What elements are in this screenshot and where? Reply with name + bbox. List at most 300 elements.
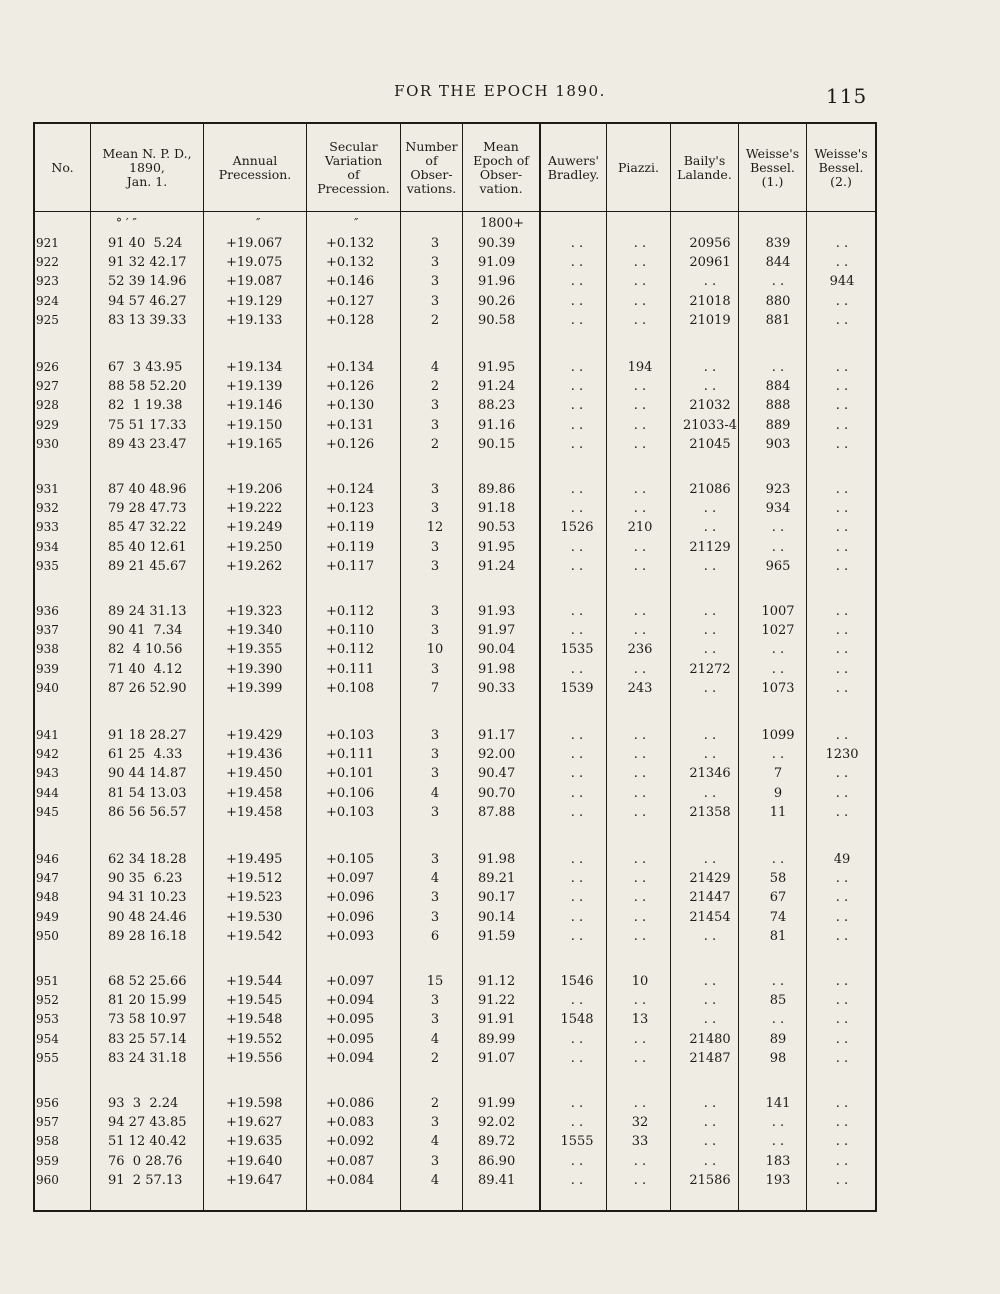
piazzi-cell: . . [633,871,647,886]
number-observations-cell: 3 [430,747,440,762]
secular-variation-cell: +0.131 [326,418,375,433]
number-observations-cell: 4 [430,1173,440,1188]
mean-epoch-cell: 87.88 [478,805,516,820]
auwers-bradley-cell: . . [570,910,584,925]
column-divider [670,122,671,1212]
number-observations-cell: 3 [430,604,440,619]
star-number-cell: 937 [36,623,59,637]
piazzi-cell: . . [633,540,647,555]
star-number-cell: 921 [36,236,59,250]
mean-epoch-cell: 90.26 [478,294,516,309]
number-observations-cell: 3 [430,501,440,516]
mean-epoch-cell: 92.00 [478,747,516,762]
weisse-bessel-1-cell: 839 [765,236,791,251]
annual-precession-cell: +19.436 [226,747,283,762]
weisse-bessel-2-cell: . . [835,294,849,309]
piazzi-cell: . . [633,501,647,516]
star-number-cell: 955 [36,1051,59,1065]
weisse-bessel-2-cell: . . [835,1134,849,1149]
annual-precession-cell: +19.523 [226,890,283,905]
piazzi-cell: . . [633,852,647,867]
bailys-lalande-cell: . . [703,379,717,394]
weisse-bessel-1-cell: 880 [765,294,791,309]
annual-precession-cell: +19.249 [226,520,283,535]
annual-precession-cell: +19.598 [226,1096,283,1111]
auwers-bradley-cell: . . [570,805,584,820]
auwers-bradley-cell: 1555 [560,1134,594,1149]
star-number-cell: 952 [36,993,59,1007]
header-piazzi: Piazzi. [617,160,659,175]
annual-precession-cell: +19.458 [226,786,283,801]
bailys-lalande-cell: . . [703,1115,717,1130]
mean-npd-cell: 51 12 40.42 [108,1134,187,1149]
bailys-lalande-cell: . . [703,360,717,375]
bailys-lalande-cell: 21086 [689,482,731,497]
piazzi-cell: 33 [631,1134,649,1149]
star-number-cell: 948 [36,890,59,904]
auwers-bradley-cell: 1526 [560,520,594,535]
auwers-bradley-cell: . . [570,236,584,251]
mean-npd-cell: 94 57 46.27 [108,294,187,309]
header-number-observations: Number of Obser- vations. [405,139,458,196]
number-observations-cell: 2 [430,313,440,328]
auwers-bradley-cell: 1546 [560,974,594,989]
number-observations-cell: 3 [430,890,440,905]
mean-epoch-cell: 91.95 [478,540,516,555]
number-observations-cell: 6 [430,929,440,944]
mean-epoch-cell: 89.21 [478,871,516,886]
piazzi-cell: . . [633,255,647,270]
auwers-bradley-cell: . . [570,437,584,452]
number-observations-cell: 2 [430,437,440,452]
star-number-cell: 935 [36,559,59,573]
annual-precession-cell: +19.542 [226,929,283,944]
annual-precession-cell: +19.548 [226,1012,283,1027]
mean-epoch-cell: 89.86 [478,482,516,497]
weisse-bessel-2-cell: . . [835,236,849,251]
bailys-lalande-cell: . . [703,501,717,516]
mean-epoch-cell: 86.90 [478,1154,516,1169]
number-observations-cell: 3 [430,852,440,867]
number-observations-cell: 3 [430,540,440,555]
mean-epoch-cell: 90.53 [478,520,516,535]
mean-epoch-cell: 90.58 [478,313,516,328]
mean-epoch-cell: 89.72 [478,1134,516,1149]
mean-epoch-cell: 91.24 [478,559,516,574]
mean-npd-cell: 91 18 28.27 [108,728,187,743]
annual-precession-cell: +19.512 [226,871,283,886]
mean-npd-cell: 93 3 2.24 [108,1096,179,1111]
secular-variation-cell: +0.112 [326,642,375,657]
mean-npd-cell: 86 56 56.57 [108,805,187,820]
bailys-lalande-cell: 21018 [689,294,731,309]
secular-variation-cell: +0.105 [326,852,375,867]
header-rule [33,211,877,212]
piazzi-cell: 210 [627,520,653,535]
auwers-bradley-cell: . . [570,766,584,781]
mean-epoch-cell: 91.93 [478,604,516,619]
star-number-cell: 949 [36,910,59,924]
secular-variation-cell: +0.097 [326,974,375,989]
mean-npd-cell: 75 51 17.33 [108,418,187,433]
star-number-cell: 951 [36,974,59,988]
annual-precession-cell: +19.627 [226,1115,283,1130]
weisse-bessel-2-cell: . . [835,1173,849,1188]
mean-npd-cell: 89 28 16.18 [108,929,187,944]
star-number-cell: 934 [36,540,59,554]
star-number-cell: 947 [36,871,59,885]
mean-epoch-cell: 90.17 [478,890,516,905]
weisse-bessel-2-cell: . . [835,681,849,696]
weisse-bessel-1-cell: 889 [765,418,791,433]
secular-variation-cell: +0.094 [326,1051,375,1066]
weisse-bessel-2-cell: 944 [829,274,855,289]
auwers-bradley-cell: . . [570,255,584,270]
auwers-bradley-cell: . . [570,604,584,619]
auwers-bradley-cell: . . [570,623,584,638]
mean-npd-cell: 82 4 10.56 [108,642,183,657]
bailys-lalande-cell: . . [703,993,717,1008]
number-observations-cell: 3 [430,662,440,677]
annual-precession-cell: +19.495 [226,852,283,867]
auwers-bradley-cell: . . [570,379,584,394]
auwers-bradley-cell: . . [570,1173,584,1188]
weisse-bessel-1-cell: 11 [769,805,787,820]
piazzi-cell: . . [633,604,647,619]
mean-epoch-cell: 91.07 [478,1051,516,1066]
bailys-lalande-cell: . . [703,786,717,801]
weisse-bessel-1-cell: . . [771,1012,785,1027]
mean-epoch-cell: 90.33 [478,681,516,696]
piazzi-cell: . . [633,482,647,497]
weisse-bessel-2-cell: . . [835,929,849,944]
piazzi-cell: . . [633,236,647,251]
mean-npd-cell: 61 25 4.33 [108,747,183,762]
column-divider [203,122,204,1212]
annual-precession-cell: +19.139 [226,379,283,394]
number-observations-cell: 4 [430,1134,440,1149]
weisse-bessel-2-cell: . . [835,623,849,638]
piazzi-cell: . . [633,1173,647,1188]
weisse-bessel-2-cell: . . [835,1115,849,1130]
piazzi-cell: . . [633,1051,647,1066]
annual-precession-cell: +19.640 [226,1154,283,1169]
bailys-lalande-cell: 21454 [689,910,731,925]
annual-precession-cell: +19.075 [226,255,283,270]
weisse-bessel-1-cell: 1099 [761,728,795,743]
mean-epoch-cell: 90.15 [478,437,516,452]
mean-epoch-cell: 90.14 [478,910,516,925]
piazzi-cell: . . [633,437,647,452]
weisse-bessel-1-cell: . . [771,520,785,535]
mean-epoch-cell: 91.59 [478,929,516,944]
bailys-lalande-cell: 21019 [689,313,731,328]
number-observations-cell: 3 [430,1115,440,1130]
secular-variation-cell: +0.119 [326,540,375,555]
auwers-bradley-cell: . . [570,662,584,677]
weisse-bessel-1-cell: . . [771,1134,785,1149]
number-observations-cell: 3 [430,910,440,925]
star-number-cell: 946 [36,852,59,866]
weisse-bessel-1-cell: . . [771,747,785,762]
bailys-lalande-cell: 21346 [689,766,731,781]
mean-epoch-cell: 91.99 [478,1096,516,1111]
piazzi-cell: 10 [631,974,649,989]
star-number-cell: 928 [36,398,59,412]
annual-precession-cell: +19.133 [226,313,283,328]
header-bailys-lalande: Baily's Lalande. [677,153,732,182]
auwers-bradley-cell: . . [570,1154,584,1169]
number-observations-cell: 3 [430,274,440,289]
weisse-bessel-1-cell: 81 [769,929,787,944]
annual-precession-cell: +19.262 [226,559,283,574]
number-observations-cell: 3 [430,1012,440,1027]
mean-epoch-cell: 92.02 [478,1115,516,1130]
star-number-cell: 957 [36,1115,59,1129]
mean-npd-cell: 89 21 45.67 [108,559,187,574]
auwers-bradley-cell: . . [570,294,584,309]
annual-precession-cell: +19.552 [226,1032,283,1047]
mean-epoch-cell: 91.96 [478,274,516,289]
piazzi-cell: 194 [627,360,653,375]
mean-npd-cell: 81 54 13.03 [108,786,187,801]
mean-npd-cell: 91 40 5.24 [108,236,183,251]
number-observations-cell: 3 [430,805,440,820]
annual-precession-cell: +19.165 [226,437,283,452]
auwers-bradley-cell: . . [570,786,584,801]
weisse-bessel-1-cell: 903 [765,437,791,452]
auwers-bradley-cell: . . [570,418,584,433]
secular-variation-cell: +0.103 [326,728,375,743]
secular-variation-cell: +0.086 [326,1096,375,1111]
star-number-cell: 936 [36,604,59,618]
weisse-bessel-1-cell: 884 [765,379,791,394]
auwers-bradley-cell: . . [570,929,584,944]
mean-npd-cell: 67 3 43.95 [108,360,183,375]
weisse-bessel-1-cell: 67 [769,890,787,905]
annual-precession-cell: +19.323 [226,604,283,619]
number-observations-cell: 7 [430,681,440,696]
bailys-lalande-cell: 20961 [689,255,731,270]
star-number-cell: 953 [36,1012,59,1026]
bailys-lalande-cell: 21586 [689,1173,731,1188]
bailys-lalande-cell: 21033-4 [682,418,738,433]
column-divider [90,122,91,1212]
secular-variation-cell: +0.093 [326,929,375,944]
star-number-cell: 939 [36,662,59,676]
weisse-bessel-1-cell: 183 [765,1154,791,1169]
secular-variation-cell: +0.130 [326,398,375,413]
mean-epoch-cell: 88.23 [478,398,516,413]
weisse-bessel-1-cell: . . [771,360,785,375]
secular-variation-cell: +0.111 [326,662,375,677]
mean-npd-cell: 91 2 57.13 [108,1173,183,1188]
weisse-bessel-2-cell: . . [835,1032,849,1047]
piazzi-cell: 243 [627,681,653,696]
header-mean-epoch: Mean Epoch of Obser- vation. [473,139,529,196]
number-observations-cell: 4 [430,1032,440,1047]
annual-precession-cell: +19.355 [226,642,283,657]
number-observations-cell: 4 [430,871,440,886]
header-mean-npd: Mean N. P. D., 1890, Jan. 1. [102,146,192,189]
piazzi-cell: . . [633,418,647,433]
unit-label-secular: ″ [354,216,359,230]
weisse-bessel-2-cell: . . [835,662,849,677]
piazzi-cell: . . [633,766,647,781]
annual-precession-cell: +19.429 [226,728,283,743]
weisse-bessel-1-cell: 85 [769,993,787,1008]
bailys-lalande-cell: . . [703,520,717,535]
star-number-cell: 925 [36,313,59,327]
piazzi-cell: . . [633,623,647,638]
bailys-lalande-cell: . . [703,623,717,638]
star-number-cell: 956 [36,1096,59,1110]
weisse-bessel-1-cell: 58 [769,871,787,886]
annual-precession-cell: +19.222 [226,501,283,516]
number-observations-cell: 3 [430,766,440,781]
secular-variation-cell: +0.123 [326,501,375,516]
bailys-lalande-cell: 21045 [689,437,731,452]
bailys-lalande-cell: . . [703,852,717,867]
weisse-bessel-2-cell: . . [835,642,849,657]
annual-precession-cell: +19.206 [226,482,283,497]
mean-epoch-cell: 91.22 [478,993,516,1008]
mean-epoch-cell: 91.24 [478,379,516,394]
auwers-bradley-cell: . . [570,274,584,289]
number-observations-cell: 3 [430,398,440,413]
auwers-bradley-cell: . . [570,890,584,905]
number-observations-cell: 2 [430,379,440,394]
weisse-bessel-2-cell: . . [835,766,849,781]
star-number-cell: 927 [36,379,59,393]
bailys-lalande-cell: . . [703,1134,717,1149]
weisse-bessel-1-cell: 888 [765,398,791,413]
bailys-lalande-cell: . . [703,1154,717,1169]
bailys-lalande-cell: . . [703,747,717,762]
mean-npd-cell: 83 25 57.14 [108,1032,187,1047]
annual-precession-cell: +19.390 [226,662,283,677]
header-weisse-bessel-1: Weisse's Bessel. (1.) [745,146,800,189]
mean-epoch-cell: 91.91 [478,1012,516,1027]
secular-variation-cell: +0.112 [326,604,375,619]
bailys-lalande-cell: . . [703,681,717,696]
weisse-bessel-1-cell: 74 [769,910,787,925]
secular-variation-cell: +0.094 [326,993,375,1008]
number-observations-cell: 3 [430,418,440,433]
mean-npd-cell: 94 31 10.23 [108,890,187,905]
secular-variation-cell: +0.128 [326,313,375,328]
mean-epoch-cell: 90.70 [478,786,516,801]
piazzi-cell: 13 [631,1012,649,1027]
star-number-cell: 930 [36,437,59,451]
mean-epoch-cell: 89.99 [478,1032,516,1047]
annual-precession-cell: +19.647 [226,1173,283,1188]
auwers-bradley-cell: 1535 [560,642,594,657]
annual-precession-cell: +19.150 [226,418,283,433]
auwers-bradley-cell: . . [570,501,584,516]
unit-label-epoch: 1800+ [480,216,524,231]
number-observations-cell: 3 [430,993,440,1008]
weisse-bessel-1-cell: . . [771,274,785,289]
auwers-bradley-cell: . . [570,540,584,555]
weisse-bessel-2-cell: . . [835,910,849,925]
mean-epoch-cell: 91.18 [478,501,516,516]
star-number-cell: 929 [36,418,59,432]
weisse-bessel-2-cell: . . [835,559,849,574]
header-auwers-bradley: Auwers' Bradley. [547,153,600,182]
mean-epoch-cell: 91.12 [478,974,516,989]
header-weisse-bessel-2: Weisse's Bessel. (2.) [814,146,868,189]
weisse-bessel-2-cell: . . [835,255,849,270]
piazzi-cell: . . [633,1032,647,1047]
star-number-cell: 954 [36,1032,59,1046]
mean-epoch-cell: 90.39 [478,236,516,251]
secular-variation-cell: +0.110 [326,623,375,638]
mean-npd-cell: 76 0 28.76 [108,1154,183,1169]
weisse-bessel-1-cell: . . [771,642,785,657]
auwers-bradley-cell: . . [570,1115,584,1130]
secular-variation-cell: +0.092 [326,1134,375,1149]
number-observations-cell: 3 [430,294,440,309]
bailys-lalande-cell: . . [703,929,717,944]
piazzi-cell: . . [633,728,647,743]
weisse-bessel-2-cell: . . [835,890,849,905]
mean-npd-cell: 79 28 47.73 [108,501,187,516]
annual-precession-cell: +19.129 [226,294,283,309]
weisse-bessel-2-cell: 49 [833,852,851,867]
annual-precession-cell: +19.530 [226,910,283,925]
number-observations-cell: 12 [426,520,444,535]
piazzi-cell: . . [633,662,647,677]
weisse-bessel-1-cell: . . [771,540,785,555]
mean-npd-cell: 89 43 23.47 [108,437,187,452]
piazzi-cell: . . [633,559,647,574]
column-divider [462,122,463,1212]
bailys-lalande-cell: . . [703,974,717,989]
weisse-bessel-2-cell: . . [835,871,849,886]
secular-variation-cell: +0.127 [326,294,375,309]
mean-npd-cell: 71 40 4.12 [108,662,183,677]
weisse-bessel-2-cell: . . [835,728,849,743]
weisse-bessel-1-cell: 934 [765,501,791,516]
star-number-cell: 926 [36,360,59,374]
weisse-bessel-2-cell: . . [835,805,849,820]
auwers-bradley-cell: . . [570,852,584,867]
secular-variation-cell: +0.087 [326,1154,375,1169]
bailys-lalande-cell: . . [703,1012,717,1027]
unit-label-npd: ° ′ ″ [116,216,137,230]
bailys-lalande-cell: . . [703,728,717,743]
secular-variation-cell: +0.117 [326,559,375,574]
mean-npd-cell: 88 58 52.20 [108,379,187,394]
piazzi-cell: 32 [631,1115,649,1130]
auwers-bradley-cell: . . [570,313,584,328]
secular-variation-cell: +0.134 [326,360,375,375]
piazzi-cell: 236 [627,642,653,657]
header-no: No. [51,160,74,175]
number-observations-cell: 4 [430,786,440,801]
weisse-bessel-1-cell: 9 [773,786,783,801]
secular-variation-cell: +0.146 [326,274,375,289]
secular-variation-cell: +0.111 [326,747,375,762]
weisse-bessel-2-cell: . . [835,993,849,1008]
secular-variation-cell: +0.096 [326,910,375,925]
secular-variation-cell: +0.096 [326,890,375,905]
annual-precession-cell: +19.146 [226,398,283,413]
piazzi-cell: . . [633,786,647,801]
secular-variation-cell: +0.119 [326,520,375,535]
number-observations-cell: 3 [430,1154,440,1169]
